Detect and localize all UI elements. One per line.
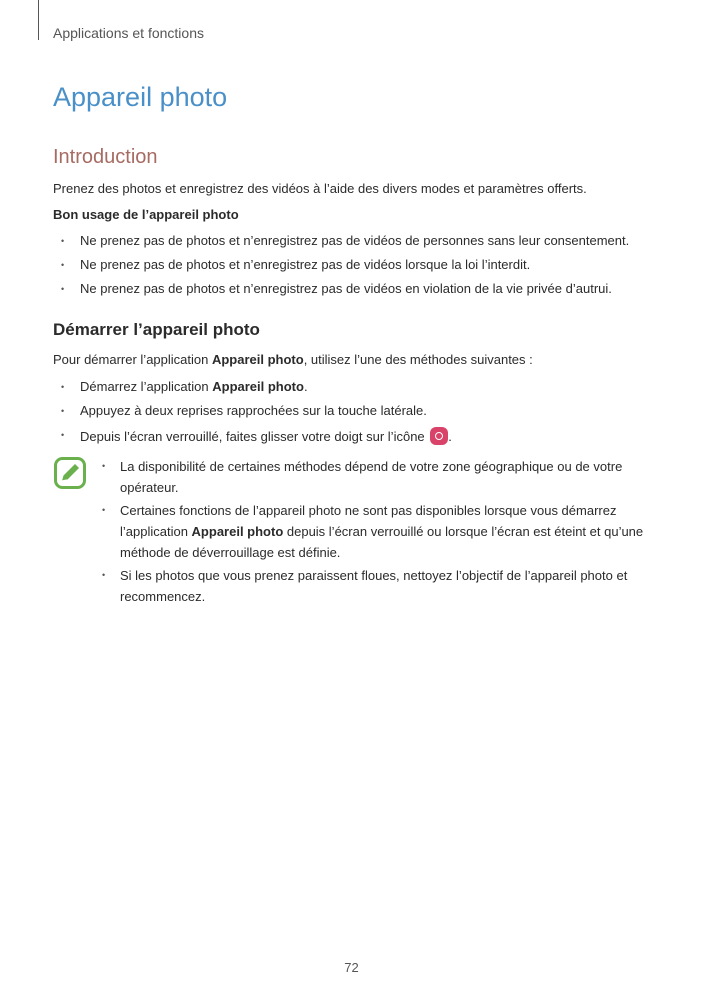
list-item: • Ne prenez pas de photos et n’enregistrez pas de vidéos lorsque la loi l’interdit.	[53, 257, 629, 272]
list-item: • La disponibilité de certaines méthodes dépend de votre zone géographique ou de votre opérateur.	[95, 456, 655, 498]
page-rule	[38, 0, 39, 40]
camera-app-icon	[430, 427, 448, 445]
notes-list	[95, 456, 655, 609]
running-head: Applications et fonctions	[53, 25, 204, 41]
list-item: • Ne prenez pas de photos et n’enregistrez pas de vidéos de personnes sans leur consentement.	[53, 233, 629, 248]
introduction-text: Prenez des photos et enregistrez des vidéos à l’aide des divers modes et paramètres offerts.	[53, 181, 587, 196]
start-camera-heading: Démarrer l’appareil photo	[53, 320, 260, 339]
list-item: • Certaines fonctions de l’appareil photo ne sont pas disponibles lorsque vous démarrez l’application Appareil photo depuis l’écran verrouillé ou lorsque l’écran est éteint et qu’une méthode de déverrouillage est définie.	[95, 500, 655, 563]
page-number: 72	[344, 960, 359, 975]
introduction-heading: Introduction	[53, 146, 158, 168]
good-use-heading: Bon usage de l’appareil photo	[53, 207, 239, 222]
list-item: • Depuis l’écran verrouillé, faites glisser votre doigt sur l’icône .	[53, 427, 452, 445]
note-pen-icon	[54, 457, 86, 489]
list-item: • Appuyez à deux reprises rapprochées sur la touche latérale.	[53, 403, 452, 418]
list-item: • Si les photos que vous prenez paraissent floues, nettoyez l’objectif de l’appareil photo et recommencez.	[95, 565, 655, 607]
list-item: • Démarrez l’application Appareil photo.	[53, 379, 452, 394]
start-camera-list	[53, 379, 452, 445]
start-camera-intro: Pour démarrer l’application Appareil photo, utilisez l’une des méthodes suivantes :	[53, 352, 533, 367]
page-title: Appareil photo	[53, 82, 228, 112]
list-item: • Ne prenez pas de photos et n’enregistrez pas de vidéos en violation de la vie privée d’autrui.	[53, 281, 629, 296]
good-use-list	[53, 233, 629, 296]
